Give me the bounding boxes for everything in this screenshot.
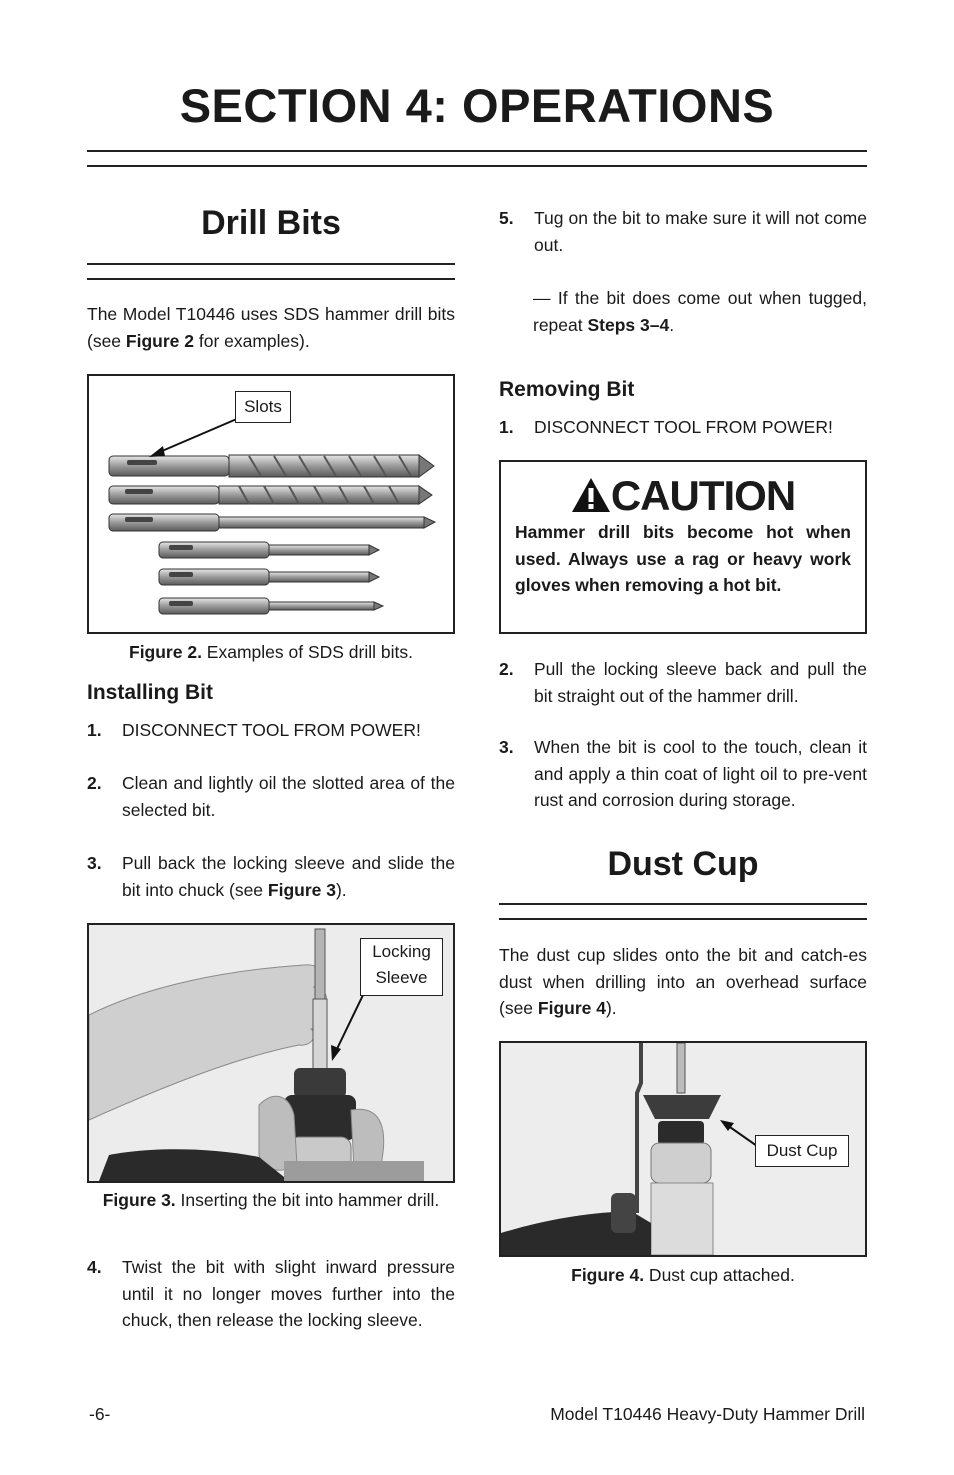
locking-sleeve-callout: Locking Sleeve — [360, 938, 443, 996]
installing-step-2: 2. Clean and lightly oil the slotted area of the selected bit. — [87, 773, 455, 820]
drill-bit-1 — [109, 455, 434, 477]
installing-bit-heading: Installing Bit — [87, 681, 213, 704]
title-rule-top — [87, 150, 867, 152]
drill-bit-3 — [109, 514, 435, 531]
dust-cup-callout: Dust Cup — [755, 1135, 849, 1167]
removing-step-3: 3. When the bit is cool to the touch, clean it and apply a thin coat of light oil to pre-vent rust and corrosion during storage. — [499, 737, 867, 810]
caution-box — [499, 460, 867, 634]
caution-header — [501, 472, 865, 520]
drill-bits-rule-bottom — [87, 278, 455, 280]
drill-bit-4 — [159, 542, 379, 558]
slots-arrow — [155, 418, 239, 454]
removing-step-1: 1. DISCONNECT TOOL FROM POWER! — [499, 417, 833, 437]
caution-text: Hammer drill bits become hot when used. Always use a rag or heavy work gloves when removing a hot bit. — [515, 522, 851, 595]
slots-callout: Slots — [235, 391, 291, 423]
figure-3-caption: Figure 3. Inserting the bit into hammer drill. — [102, 1190, 440, 1210]
drill-bits-intro: The Model T10446 uses SDS hammer drill bits (see Figure 2 for examples). — [87, 304, 455, 351]
drill-bit-6 — [159, 598, 383, 614]
installing-step-1: 1. DISCONNECT TOOL FROM POWER! — [87, 720, 421, 740]
drill-bit-2 — [109, 486, 432, 504]
page-title: SECTION 4: OPERATIONS — [179, 79, 775, 132]
installing-step-3: 3. Pull back the locking sleeve and slide the bit into chuck (see Figure 3). — [87, 853, 455, 900]
dust-cup-heading: Dust Cup — [607, 845, 759, 883]
caution-title: CAUTION — [610, 472, 796, 519]
installing-step-4: 4. Twist the bit with slight inward pressure until it no longer moves further into the chuck, then release the locking sleeve. — [87, 1257, 455, 1330]
drill-bits-heading: Drill Bits — [201, 204, 341, 242]
drill-bits-rule-top — [87, 263, 455, 265]
warning-triangle-icon — [571, 477, 611, 513]
dust-cup-rule-bottom — [499, 918, 867, 920]
dust-cup-rule-top — [499, 903, 867, 905]
figure-2-caption: Figure 2. Examples of SDS drill bits. — [129, 642, 413, 662]
installing-step-5: 5. Tug on the bit to make sure it will not come out. — [499, 208, 867, 255]
figure-4-caption: Figure 4. Dust cup attached. — [571, 1265, 795, 1285]
dust-cup-intro: The dust cup slides onto the bit and catch-es dust when drilling into an overhead surface (see Figure 4). — [499, 945, 867, 1018]
footer-model: Model T10446 Heavy-Duty Hammer Drill — [550, 1404, 865, 1424]
installing-note: — If the bit does come out when tugged, repeat Steps 3–4. — [533, 288, 867, 335]
title-rule-bottom — [87, 165, 867, 167]
page-number: -6- — [89, 1404, 111, 1424]
removing-step-2: 2. Pull the locking sleeve back and pull the bit straight out of the hammer drill. — [499, 659, 867, 706]
removing-bit-heading: Removing Bit — [499, 378, 635, 401]
drill-bit-5 — [159, 569, 379, 585]
